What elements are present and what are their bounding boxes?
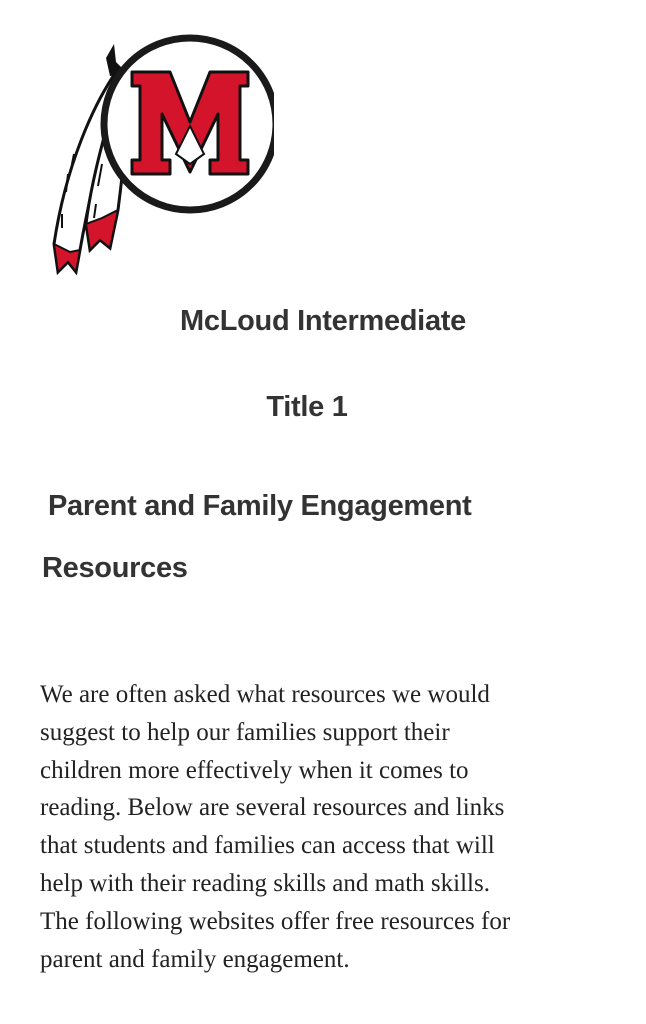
school-logo (44, 14, 274, 284)
heading-line: Parent and Family Engagement (48, 490, 472, 522)
intro-paragraph (40, 676, 630, 978)
paragraph-line: We are often asked what resources we would (40, 681, 490, 708)
page-heading (42, 475, 602, 599)
paragraph-line: children more effectively when it comes to (40, 756, 469, 784)
paragraph-line: The following websites offer free resources for (40, 907, 511, 935)
paragraph-line: parent and family engagement. (40, 945, 350, 973)
paragraph-line: help with their reading skills and math skills. (40, 869, 490, 897)
program-title: Title 1 (266, 391, 348, 423)
paragraph-line: reading. Below are several resources and links (40, 794, 505, 822)
heading-line: Resources (42, 552, 188, 584)
school-name: McLoud Intermediate (180, 305, 466, 337)
paragraph-line: that students and families can access that will (40, 832, 495, 860)
paragraph-line: suggest to help our families support their (40, 718, 450, 746)
